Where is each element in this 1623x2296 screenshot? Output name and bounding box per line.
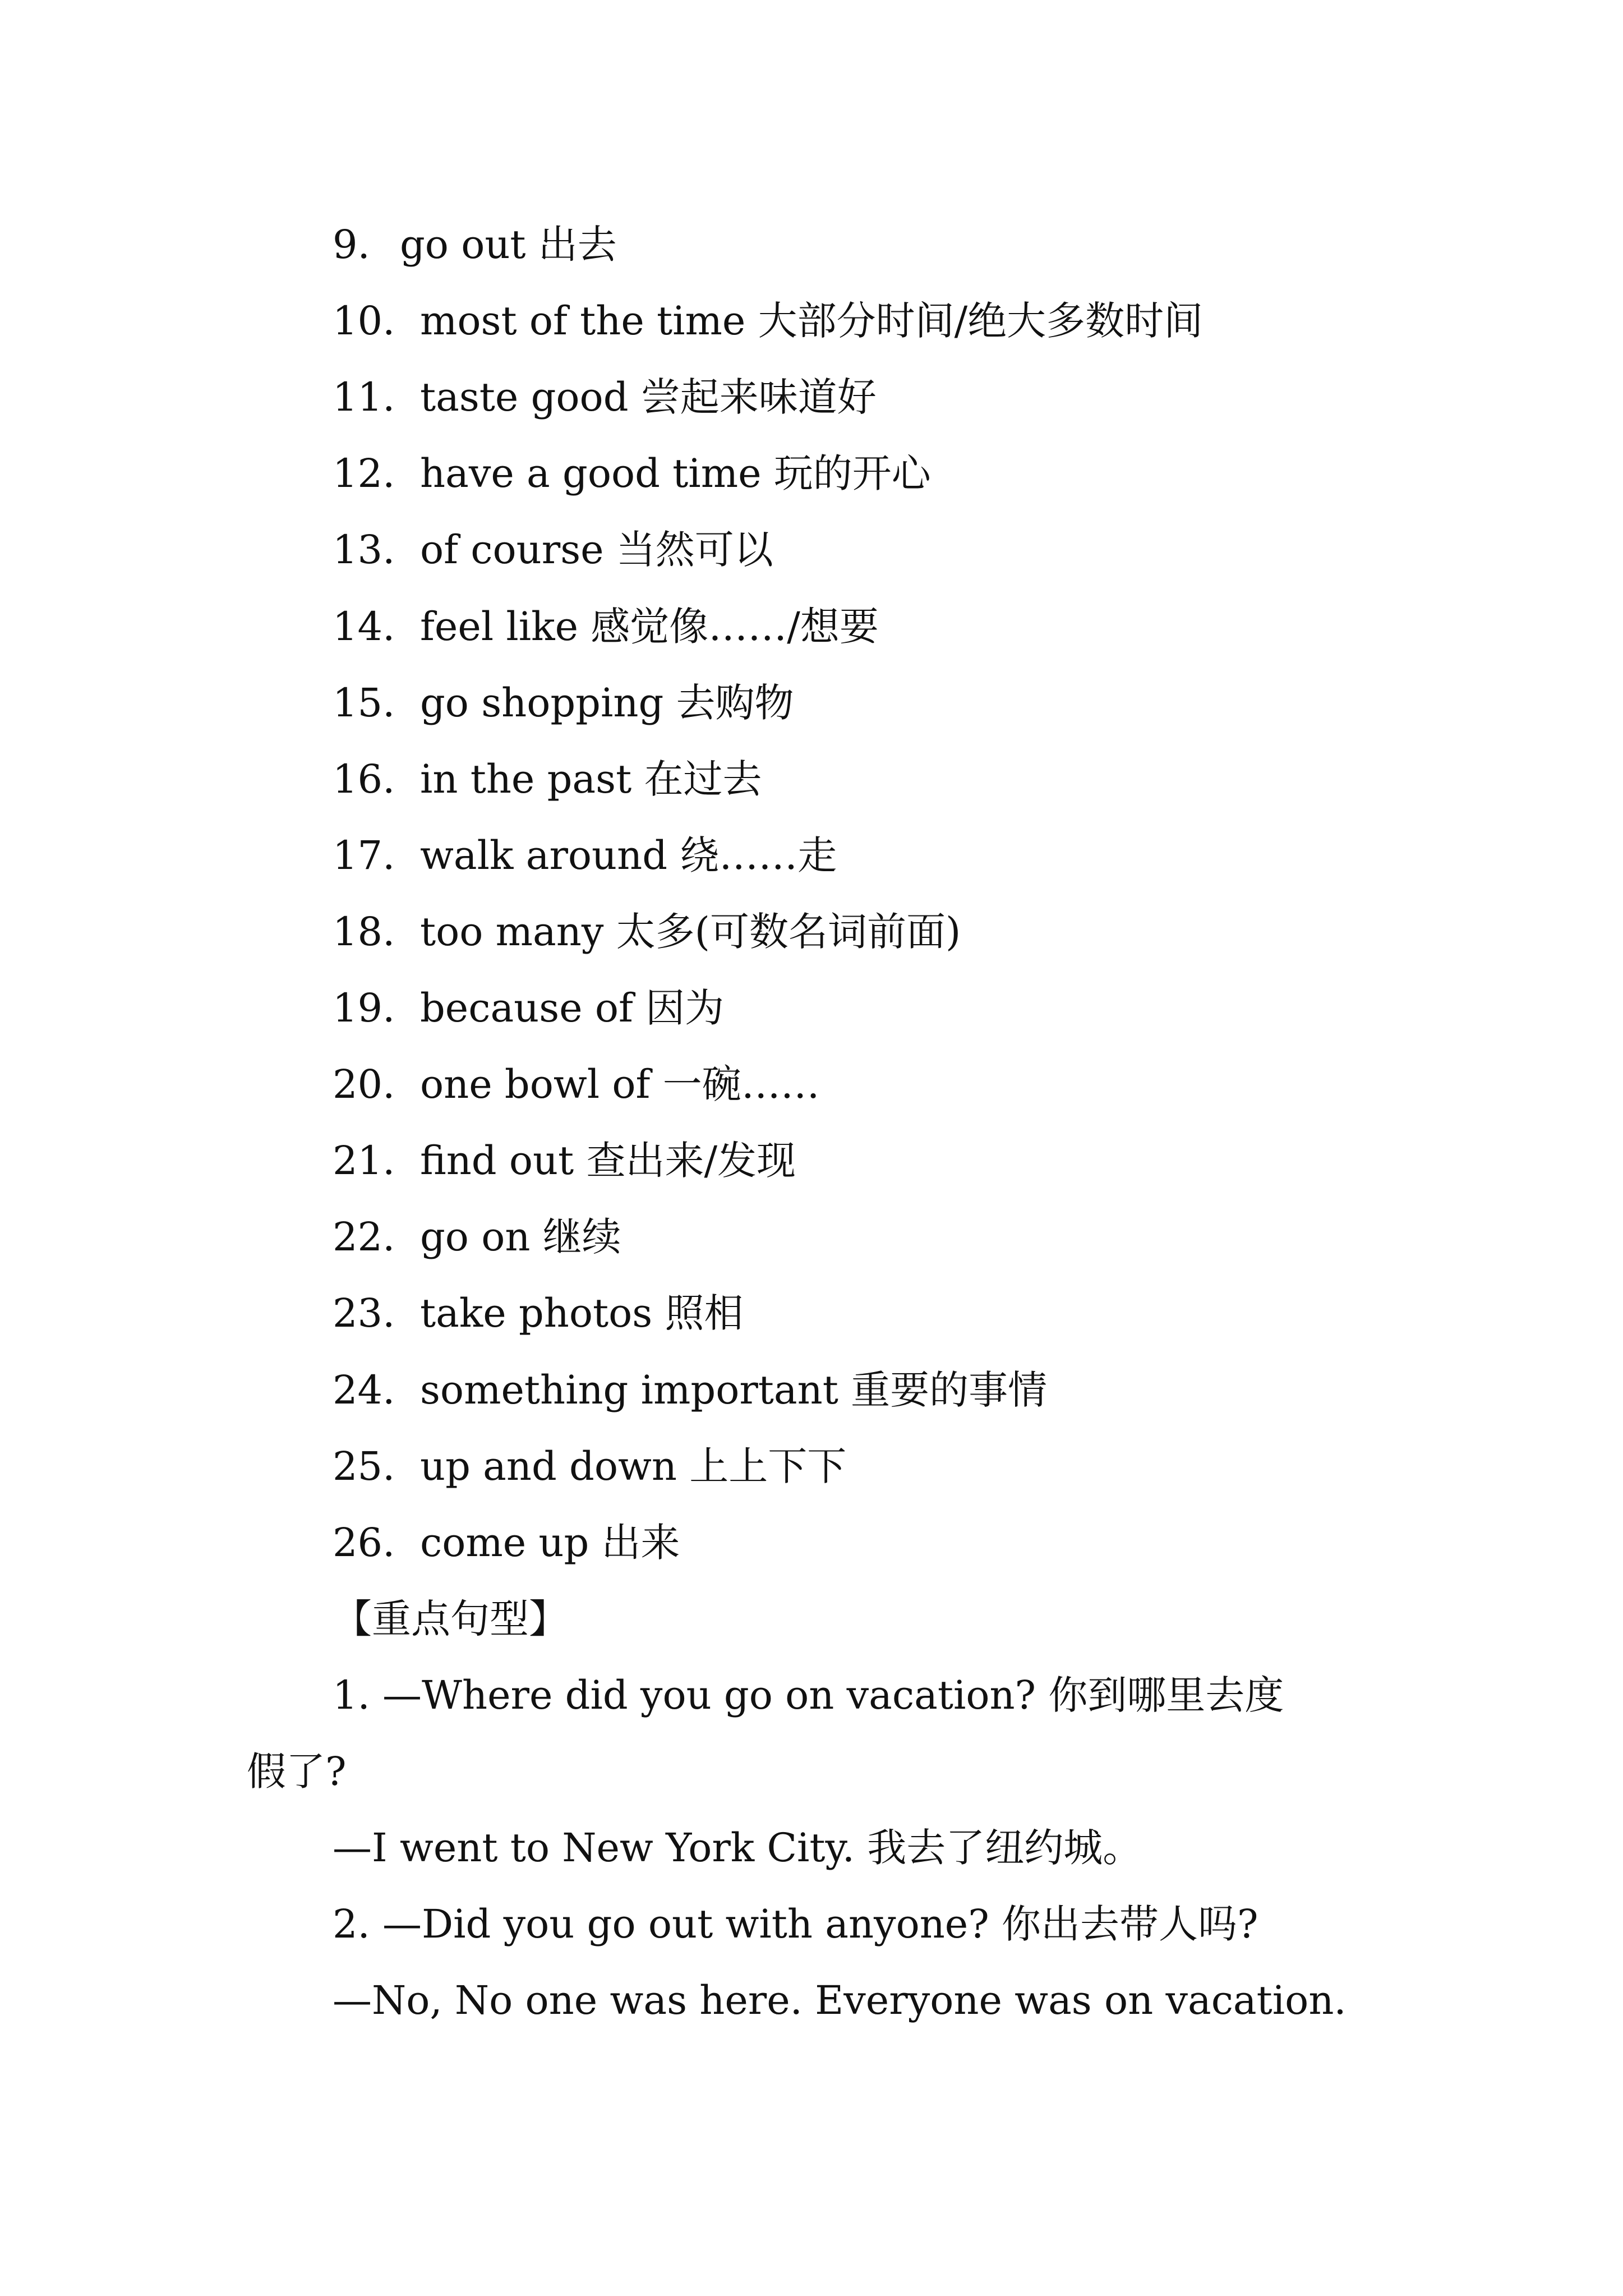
sentence-1-question-continued: 假了? xyxy=(247,1749,347,1795)
phrase-text: too many 太多(可数名词前面) xyxy=(420,909,961,955)
sentence-1-answer: —I went to New York City. 我去了纽约城。 xyxy=(333,1825,1142,1871)
phrase-text: taste good 尝起来味道好 xyxy=(420,374,877,420)
phrase-number: 13. xyxy=(333,527,395,573)
phrase-text: walk around 绕……走 xyxy=(420,832,837,878)
phrase-text: because of 因为 xyxy=(420,985,725,1031)
phrase-number: 21. xyxy=(333,1138,395,1184)
phrase-item xyxy=(333,369,1454,425)
phrase-item xyxy=(333,1209,1454,1265)
phrase-number: 25. xyxy=(333,1443,395,1489)
phrase-text: up and down 上上下下 xyxy=(420,1443,847,1489)
phrase-text: go on 继续 xyxy=(420,1214,621,1260)
phrase-number: 26. xyxy=(333,1520,395,1566)
phrase-text: something important 重要的事情 xyxy=(420,1367,1048,1413)
phrase-text: come up 出来 xyxy=(420,1520,680,1566)
phrase-text: one bowl of 一碗…… xyxy=(420,1061,820,1107)
phrase-item xyxy=(333,1438,1454,1494)
phrase-item xyxy=(333,1285,1454,1341)
phrase-text: go out 出去 xyxy=(400,222,617,268)
phrase-item xyxy=(333,1133,1454,1189)
phrase-text: have a good time 玩的开心 xyxy=(420,450,931,496)
phrase-text: in the past 在过去 xyxy=(420,756,762,802)
phrase-item xyxy=(333,293,1454,349)
sentence-1-question: 1. —Where did you go on vacation? 你到哪里去度 xyxy=(333,1672,1284,1718)
phrase-number: 19. xyxy=(333,985,395,1031)
phrase-item xyxy=(333,1362,1454,1418)
phrase-item xyxy=(333,751,1454,807)
phrase-number: 17. xyxy=(333,832,395,878)
sentence-2-question: 2. —Did you go out with anyone? 你出去带人吗? xyxy=(333,1901,1258,1947)
phrase-number: 20. xyxy=(333,1061,395,1107)
phrase-item xyxy=(333,445,1454,501)
phrase-number: 14. xyxy=(333,604,395,650)
phrase-number: 9. xyxy=(333,222,370,268)
phrase-number: 22. xyxy=(333,1214,395,1260)
phrase-number: 10. xyxy=(333,298,395,344)
phrase-item xyxy=(333,217,1454,273)
phrase-number: 11. xyxy=(333,374,395,420)
phrase-text: of course 当然可以 xyxy=(420,527,773,573)
phrase-text: feel like 感觉像……/想要 xyxy=(420,604,879,650)
phrase-number: 15. xyxy=(333,680,395,726)
phrase-number: 16. xyxy=(333,756,395,802)
phrase-item xyxy=(333,522,1454,578)
phrase-item xyxy=(333,904,1454,960)
phrase-number: 24. xyxy=(333,1367,395,1413)
phrase-number: 23. xyxy=(333,1290,395,1336)
sentence-2-answer: —No, No one was here. Everyone was on vacation. xyxy=(333,1977,1347,2023)
phrase-item xyxy=(333,675,1454,731)
phrase-number: 18. xyxy=(333,909,395,955)
phrase-text: go shopping 去购物 xyxy=(420,680,794,726)
phrase-text: find out 查出来/发现 xyxy=(420,1138,796,1184)
phrase-item xyxy=(333,599,1454,655)
phrase-item xyxy=(333,980,1454,1036)
phrase-text: most of the time 大部分时间/绝大多数时间 xyxy=(420,298,1204,344)
phrase-item xyxy=(333,1056,1454,1112)
phrase-item xyxy=(333,1515,1454,1571)
phrase-number: 12. xyxy=(333,450,395,496)
section-heading: 【重点句型】 xyxy=(333,1596,568,1642)
phrase-text: take photos 照相 xyxy=(420,1290,744,1336)
phrase-item xyxy=(333,827,1454,884)
